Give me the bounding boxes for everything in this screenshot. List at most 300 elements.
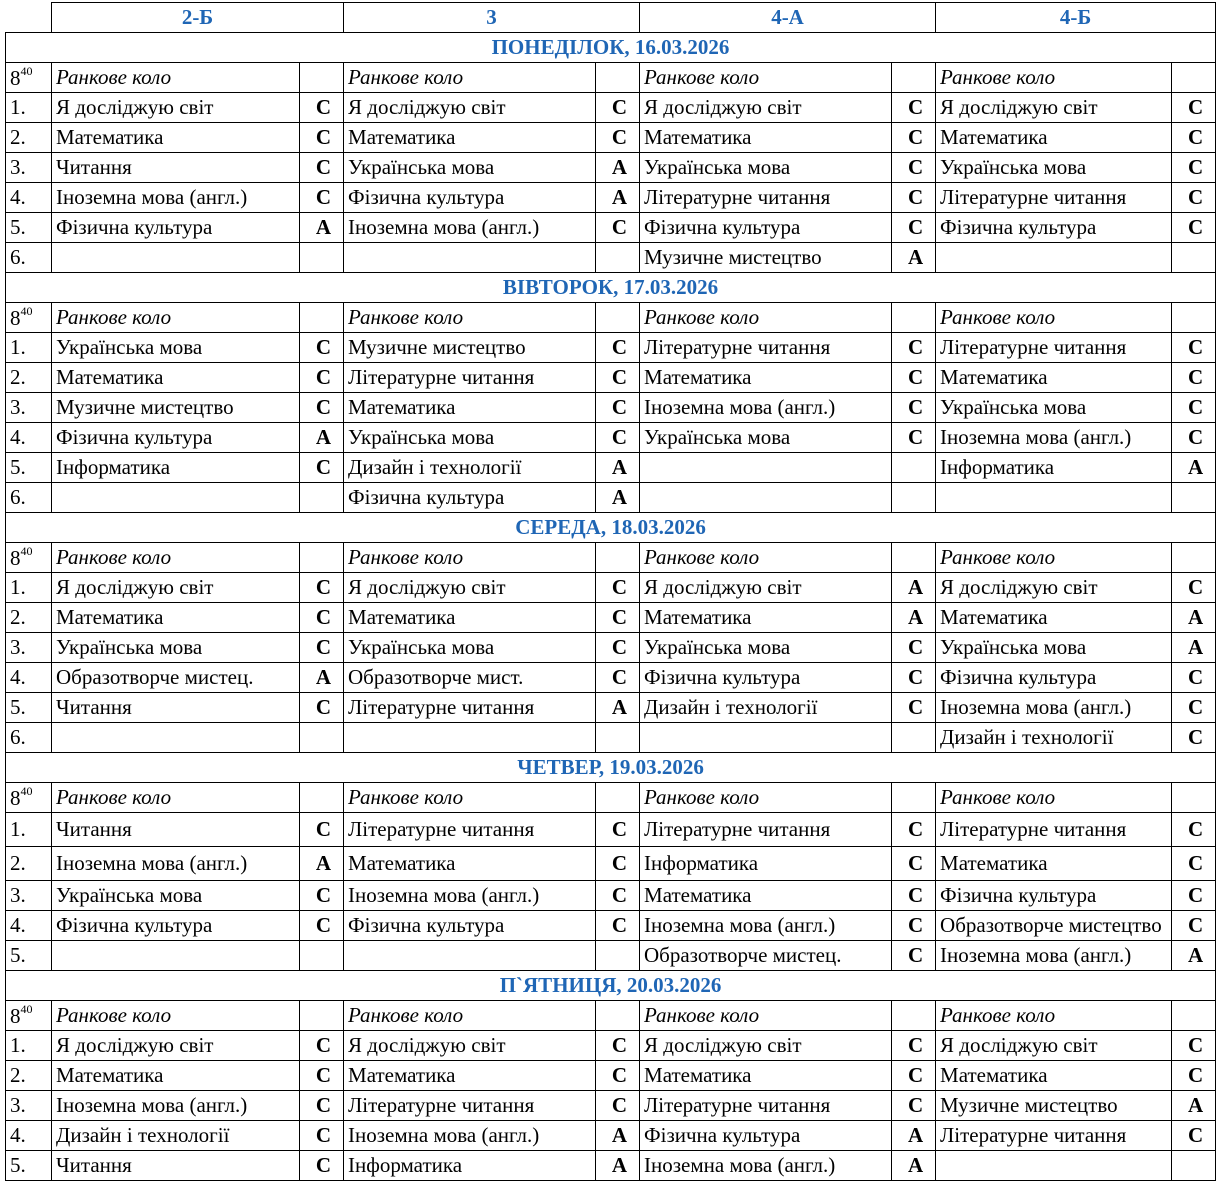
- schedule-body: [6, 3, 1216, 1181]
- morning-circle-cell: Ранкове коло: [640, 1001, 892, 1031]
- subject-cell: Математика: [936, 603, 1172, 633]
- subject-cell: Читання: [52, 813, 300, 847]
- lesson-number: [6, 183, 52, 213]
- lesson-number-text: 8: [10, 545, 21, 570]
- lesson-row: [6, 1121, 1216, 1151]
- subject-cell: [344, 941, 596, 971]
- room-code-cell: С: [892, 333, 936, 363]
- lesson-time-superscript: 40: [20, 303, 33, 318]
- subject-cell: Музичне мистецтво: [344, 333, 596, 363]
- lesson-number-text: 3.: [10, 395, 26, 419]
- room-code-cell: С: [1172, 813, 1216, 847]
- room-code-cell: [596, 1001, 640, 1031]
- subject-cell: [640, 723, 892, 753]
- room-code-cell: [300, 483, 344, 513]
- lesson-row: [6, 1091, 1216, 1121]
- lesson-number-text: 4.: [10, 425, 26, 449]
- room-code-cell: С: [300, 393, 344, 423]
- subject-cell: Іноземна мова (англ.): [344, 1121, 596, 1151]
- lesson-number: [6, 1091, 52, 1121]
- subject-cell: Дизайн і технології: [640, 693, 892, 723]
- room-code-cell: А: [892, 1121, 936, 1151]
- subject-cell: Літературне читання: [936, 333, 1172, 363]
- room-code-cell: С: [596, 363, 640, 393]
- room-code-cell: [1172, 1001, 1216, 1031]
- room-code-cell: С: [300, 333, 344, 363]
- subject-cell: Математика: [344, 847, 596, 881]
- lesson-number-text: 1.: [10, 95, 26, 119]
- subject-cell: Математика: [52, 363, 300, 393]
- room-code-cell: С: [300, 93, 344, 123]
- room-code-cell: [892, 783, 936, 813]
- subject-cell: Я досліджую світ: [344, 93, 596, 123]
- room-code-cell: С: [1172, 573, 1216, 603]
- lesson-number-text: 8: [10, 305, 21, 330]
- subject-cell: Фізична культура: [344, 911, 596, 941]
- lesson-row: [6, 847, 1216, 881]
- morning-circle-cell: Ранкове коло: [936, 303, 1172, 333]
- room-code-cell: С: [300, 911, 344, 941]
- room-code-cell: [892, 543, 936, 573]
- room-code-cell: С: [300, 1091, 344, 1121]
- subject-cell: [640, 483, 892, 513]
- room-code-cell: С: [892, 1031, 936, 1061]
- subject-cell: Образотворче мистец.: [640, 941, 892, 971]
- room-code-cell: С: [1172, 393, 1216, 423]
- lesson-number: [6, 1031, 52, 1061]
- subject-cell: Інформатика: [344, 1151, 596, 1181]
- subject-cell: Я досліджую світ: [640, 573, 892, 603]
- lesson-number: [6, 483, 52, 513]
- room-code-cell: С: [1172, 183, 1216, 213]
- room-code-cell: [300, 941, 344, 971]
- lesson-number: [6, 393, 52, 423]
- subject-cell: Іноземна мова (англ.): [52, 1091, 300, 1121]
- morning-circle-cell: Ранкове коло: [52, 543, 300, 573]
- room-code-cell: А: [596, 1121, 640, 1151]
- subject-cell: [52, 483, 300, 513]
- subject-cell: Математика: [936, 123, 1172, 153]
- day-header-row: [6, 273, 1216, 303]
- day-title: СЕРЕДА, 18.03.2026: [6, 513, 1216, 543]
- subject-cell: Літературне читання: [640, 183, 892, 213]
- lesson-number-text: 3.: [10, 635, 26, 659]
- lesson-number-text: 5.: [10, 1153, 26, 1177]
- morning-circle-cell: Ранкове коло: [936, 783, 1172, 813]
- room-code-cell: С: [1172, 663, 1216, 693]
- subject-cell: Українська мова: [936, 153, 1172, 183]
- room-code-cell: С: [1172, 847, 1216, 881]
- room-code-cell: С: [596, 213, 640, 243]
- lesson-number: [6, 213, 52, 243]
- room-code-cell: А: [892, 603, 936, 633]
- room-code-cell: С: [596, 911, 640, 941]
- subject-cell: Я досліджую світ: [344, 573, 596, 603]
- lesson-row: [6, 783, 1216, 813]
- room-code-cell: С: [596, 393, 640, 423]
- room-code-cell: С: [300, 453, 344, 483]
- lesson-row: [6, 393, 1216, 423]
- subject-cell: Математика: [936, 363, 1172, 393]
- morning-circle-cell: Ранкове коло: [344, 543, 596, 573]
- lesson-number: [6, 603, 52, 633]
- lesson-number-text: 4.: [10, 665, 26, 689]
- subject-cell: Образотворче мист.: [344, 663, 596, 693]
- subject-cell: Математика: [344, 603, 596, 633]
- class-header: 3: [344, 3, 640, 33]
- subject-cell: Читання: [52, 1151, 300, 1181]
- subject-cell: Музичне мистецтво: [936, 1091, 1172, 1121]
- morning-circle-cell: Ранкове коло: [640, 783, 892, 813]
- class-header-row: [6, 3, 1216, 33]
- lesson-number-text: 8: [10, 1003, 21, 1028]
- room-code-cell: С: [300, 1031, 344, 1061]
- subject-cell: Українська мова: [344, 423, 596, 453]
- subject-cell: Іноземна мова (англ.): [936, 423, 1172, 453]
- subject-cell: Читання: [52, 153, 300, 183]
- subject-cell: [936, 1151, 1172, 1181]
- room-code-cell: С: [300, 573, 344, 603]
- subject-cell: Українська мова: [344, 153, 596, 183]
- room-code-cell: С: [300, 813, 344, 847]
- lesson-row: [6, 911, 1216, 941]
- lesson-number-text: 2.: [10, 605, 26, 629]
- subject-cell: Дизайн і технології: [52, 1121, 300, 1151]
- morning-circle-cell: Ранкове коло: [344, 1001, 596, 1031]
- room-code-cell: [596, 303, 640, 333]
- lesson-number-text: 1.: [10, 1033, 26, 1057]
- lesson-number: [6, 93, 52, 123]
- class-header: 4-А: [640, 3, 936, 33]
- lesson-row: [6, 723, 1216, 753]
- subject-cell: Літературне читання: [936, 1121, 1172, 1151]
- lesson-row: [6, 881, 1216, 911]
- room-code-cell: С: [1172, 213, 1216, 243]
- room-code-cell: С: [596, 423, 640, 453]
- room-code-cell: С: [1172, 1061, 1216, 1091]
- lesson-time-superscript: 40: [20, 63, 33, 78]
- lesson-number-text: 2.: [10, 125, 26, 149]
- room-code-cell: [596, 63, 640, 93]
- room-code-cell: [300, 723, 344, 753]
- lesson-number-text: 4.: [10, 913, 26, 937]
- lesson-time-superscript: 40: [20, 1001, 33, 1016]
- room-code-cell: А: [596, 693, 640, 723]
- lesson-number-text: 1.: [10, 817, 26, 841]
- room-code-cell: А: [892, 1151, 936, 1181]
- subject-cell: Математика: [640, 603, 892, 633]
- room-code-cell: А: [892, 243, 936, 273]
- room-code-cell: С: [596, 603, 640, 633]
- morning-circle-cell: Ранкове коло: [344, 783, 596, 813]
- subject-cell: [344, 243, 596, 273]
- room-code-cell: С: [596, 1061, 640, 1091]
- lesson-number: [6, 1121, 52, 1151]
- subject-cell: Я досліджую світ: [52, 573, 300, 603]
- room-code-cell: С: [300, 633, 344, 663]
- room-code-cell: С: [1172, 333, 1216, 363]
- subject-cell: Математика: [344, 123, 596, 153]
- room-code-cell: С: [892, 633, 936, 663]
- lesson-number-text: 4.: [10, 185, 26, 209]
- lesson-row: [6, 693, 1216, 723]
- subject-cell: Літературне читання: [936, 813, 1172, 847]
- lesson-row: [6, 633, 1216, 663]
- room-code-cell: [596, 941, 640, 971]
- room-code-cell: С: [892, 183, 936, 213]
- subject-cell: Інформатика: [52, 453, 300, 483]
- subject-cell: Читання: [52, 693, 300, 723]
- room-code-cell: С: [892, 393, 936, 423]
- schedule-table: [5, 2, 1216, 1181]
- lesson-number: [6, 303, 52, 333]
- day-header-row: [6, 971, 1216, 1001]
- room-code-cell: С: [300, 1061, 344, 1091]
- room-code-cell: [1172, 63, 1216, 93]
- lesson-number-text: 3.: [10, 155, 26, 179]
- subject-cell: Фізична культура: [52, 911, 300, 941]
- morning-circle-cell: Ранкове коло: [52, 1001, 300, 1031]
- room-code-cell: С: [300, 153, 344, 183]
- subject-cell: Музичне мистецтво: [640, 243, 892, 273]
- lesson-row: [6, 663, 1216, 693]
- subject-cell: Українська мова: [52, 881, 300, 911]
- subject-cell: [344, 723, 596, 753]
- room-code-cell: [1172, 543, 1216, 573]
- room-code-cell: С: [892, 1091, 936, 1121]
- lesson-number: [6, 1061, 52, 1091]
- room-code-cell: С: [596, 663, 640, 693]
- lesson-row: [6, 1061, 1216, 1091]
- room-code-cell: С: [892, 847, 936, 881]
- lesson-row: [6, 1001, 1216, 1031]
- room-code-cell: С: [1172, 423, 1216, 453]
- subject-cell: Я досліджую світ: [936, 573, 1172, 603]
- room-code-cell: А: [300, 423, 344, 453]
- subject-cell: Я досліджую світ: [640, 1031, 892, 1061]
- subject-cell: [936, 243, 1172, 273]
- lesson-number: [6, 693, 52, 723]
- morning-circle-cell: Ранкове коло: [936, 1001, 1172, 1031]
- room-code-cell: [596, 723, 640, 753]
- room-code-cell: А: [1172, 1091, 1216, 1121]
- lesson-row: [6, 543, 1216, 573]
- day-header-row: [6, 33, 1216, 63]
- room-code-cell: С: [596, 881, 640, 911]
- lesson-time-superscript: 40: [20, 543, 33, 558]
- subject-cell: Я досліджую світ: [936, 1031, 1172, 1061]
- subject-cell: Фізична культура: [936, 663, 1172, 693]
- room-code-cell: А: [300, 663, 344, 693]
- room-code-cell: С: [300, 363, 344, 393]
- room-code-cell: С: [892, 693, 936, 723]
- subject-cell: Українська мова: [640, 423, 892, 453]
- room-code-cell: С: [596, 847, 640, 881]
- subject-cell: Літературне читання: [640, 333, 892, 363]
- lesson-row: [6, 453, 1216, 483]
- room-code-cell: С: [1172, 1031, 1216, 1061]
- morning-circle-cell: Ранкове коло: [936, 63, 1172, 93]
- subject-cell: Фізична культура: [640, 663, 892, 693]
- lesson-number: [6, 153, 52, 183]
- room-code-cell: С: [892, 911, 936, 941]
- subject-cell: Українська мова: [344, 633, 596, 663]
- subject-cell: Українська мова: [936, 633, 1172, 663]
- lesson-row: [6, 63, 1216, 93]
- lesson-number-text: 2.: [10, 1063, 26, 1087]
- lesson-number-text: 5.: [10, 215, 26, 239]
- morning-circle-cell: Ранкове коло: [52, 63, 300, 93]
- subject-cell: Іноземна мова (англ.): [936, 693, 1172, 723]
- subject-cell: Математика: [344, 1061, 596, 1091]
- room-code-cell: С: [892, 93, 936, 123]
- lesson-row: [6, 1031, 1216, 1061]
- room-code-cell: [892, 63, 936, 93]
- lesson-number-text: 6.: [10, 725, 26, 749]
- room-code-cell: С: [596, 93, 640, 123]
- subject-cell: Іноземна мова (англ.): [344, 213, 596, 243]
- lesson-number: [6, 573, 52, 603]
- subject-cell: Літературне читання: [344, 1091, 596, 1121]
- room-code-cell: С: [596, 813, 640, 847]
- subject-cell: Іноземна мова (англ.): [52, 847, 300, 881]
- room-code-cell: С: [1172, 1121, 1216, 1151]
- subject-cell: Іноземна мова (англ.): [936, 941, 1172, 971]
- subject-cell: Іноземна мова (англ.): [640, 911, 892, 941]
- room-code-cell: С: [892, 123, 936, 153]
- lesson-row: [6, 813, 1216, 847]
- lesson-number: [6, 783, 52, 813]
- lesson-number: [6, 363, 52, 393]
- morning-circle-cell: Ранкове коло: [936, 543, 1172, 573]
- subject-cell: Фізична культура: [344, 183, 596, 213]
- lesson-number: [6, 881, 52, 911]
- lesson-row: [6, 243, 1216, 273]
- subject-cell: Я досліджую світ: [344, 1031, 596, 1061]
- room-code-cell: [892, 303, 936, 333]
- room-code-cell: С: [1172, 93, 1216, 123]
- lesson-number: [6, 847, 52, 881]
- subject-cell: [936, 483, 1172, 513]
- room-code-cell: [1172, 303, 1216, 333]
- subject-cell: Іноземна мова (англ.): [52, 183, 300, 213]
- room-code-cell: А: [596, 483, 640, 513]
- subject-cell: Математика: [344, 393, 596, 423]
- subject-cell: Фізична культура: [52, 423, 300, 453]
- lesson-row: [6, 1151, 1216, 1181]
- lesson-number: [6, 543, 52, 573]
- room-code-cell: [892, 483, 936, 513]
- subject-cell: Образотворче мистец.: [52, 663, 300, 693]
- room-code-cell: [300, 783, 344, 813]
- room-code-cell: А: [1172, 603, 1216, 633]
- lesson-row: [6, 333, 1216, 363]
- room-code-cell: [300, 63, 344, 93]
- subject-cell: Музичне мистецтво: [52, 393, 300, 423]
- subject-cell: Математика: [936, 1061, 1172, 1091]
- lesson-number: [6, 911, 52, 941]
- subject-cell: Літературне читання: [344, 363, 596, 393]
- room-code-cell: А: [300, 847, 344, 881]
- subject-cell: Математика: [640, 123, 892, 153]
- lesson-number-text: 3.: [10, 883, 26, 907]
- day-title: ЧЕТВЕР, 19.03.2026: [6, 753, 1216, 783]
- room-code-cell: [1172, 783, 1216, 813]
- room-code-cell: С: [1172, 911, 1216, 941]
- room-code-cell: С: [1172, 881, 1216, 911]
- subject-cell: Математика: [52, 123, 300, 153]
- morning-circle-cell: Ранкове коло: [52, 783, 300, 813]
- lesson-number-text: 5.: [10, 695, 26, 719]
- lesson-number-text: 1.: [10, 575, 26, 599]
- room-code-cell: С: [892, 663, 936, 693]
- subject-cell: Дизайн і технології: [936, 723, 1172, 753]
- room-code-cell: С: [300, 603, 344, 633]
- lesson-number-text: 4.: [10, 1123, 26, 1147]
- room-code-cell: [300, 1001, 344, 1031]
- lesson-number: [6, 123, 52, 153]
- lesson-number-text: 2.: [10, 365, 26, 389]
- room-code-cell: А: [1172, 941, 1216, 971]
- room-code-cell: [300, 303, 344, 333]
- subject-cell: Я досліджую світ: [936, 93, 1172, 123]
- subject-cell: Математика: [640, 363, 892, 393]
- subject-cell: Інформатика: [936, 453, 1172, 483]
- lesson-number: [6, 1001, 52, 1031]
- day-header-row: [6, 753, 1216, 783]
- subject-cell: [52, 723, 300, 753]
- room-code-cell: А: [1172, 633, 1216, 663]
- lesson-row: [6, 93, 1216, 123]
- lesson-number: [6, 663, 52, 693]
- lesson-number-text: 5.: [10, 455, 26, 479]
- lesson-row: [6, 483, 1216, 513]
- morning-circle-cell: Ранкове коло: [640, 63, 892, 93]
- subject-cell: Я досліджую світ: [52, 1031, 300, 1061]
- subject-cell: Математика: [640, 1061, 892, 1091]
- room-code-cell: А: [300, 213, 344, 243]
- lesson-number-text: 1.: [10, 335, 26, 359]
- lesson-number-text: 6.: [10, 485, 26, 509]
- subject-cell: Іноземна мова (англ.): [640, 1151, 892, 1181]
- room-code-cell: [1172, 483, 1216, 513]
- morning-circle-cell: Ранкове коло: [344, 63, 596, 93]
- lesson-number-text: 5.: [10, 943, 26, 967]
- subject-cell: Українська мова: [52, 333, 300, 363]
- room-code-cell: С: [596, 1091, 640, 1121]
- room-code-cell: С: [596, 333, 640, 363]
- room-code-cell: [1172, 1151, 1216, 1181]
- day-title: П`ЯТНИЦЯ, 20.03.2026: [6, 971, 1216, 1001]
- lesson-row: [6, 183, 1216, 213]
- room-code-cell: С: [596, 633, 640, 663]
- subject-cell: Літературне читання: [640, 813, 892, 847]
- lesson-row: [6, 213, 1216, 243]
- room-code-cell: [596, 783, 640, 813]
- room-code-cell: С: [1172, 123, 1216, 153]
- room-code-cell: С: [1172, 153, 1216, 183]
- lesson-number: [6, 453, 52, 483]
- lesson-row: [6, 423, 1216, 453]
- header-corner: [6, 3, 52, 33]
- room-code-cell: С: [1172, 723, 1216, 753]
- room-code-cell: С: [1172, 363, 1216, 393]
- subject-cell: Математика: [52, 1061, 300, 1091]
- room-code-cell: [892, 1001, 936, 1031]
- room-code-cell: С: [892, 813, 936, 847]
- subject-cell: Я досліджую світ: [52, 93, 300, 123]
- class-header: 2-Б: [52, 3, 344, 33]
